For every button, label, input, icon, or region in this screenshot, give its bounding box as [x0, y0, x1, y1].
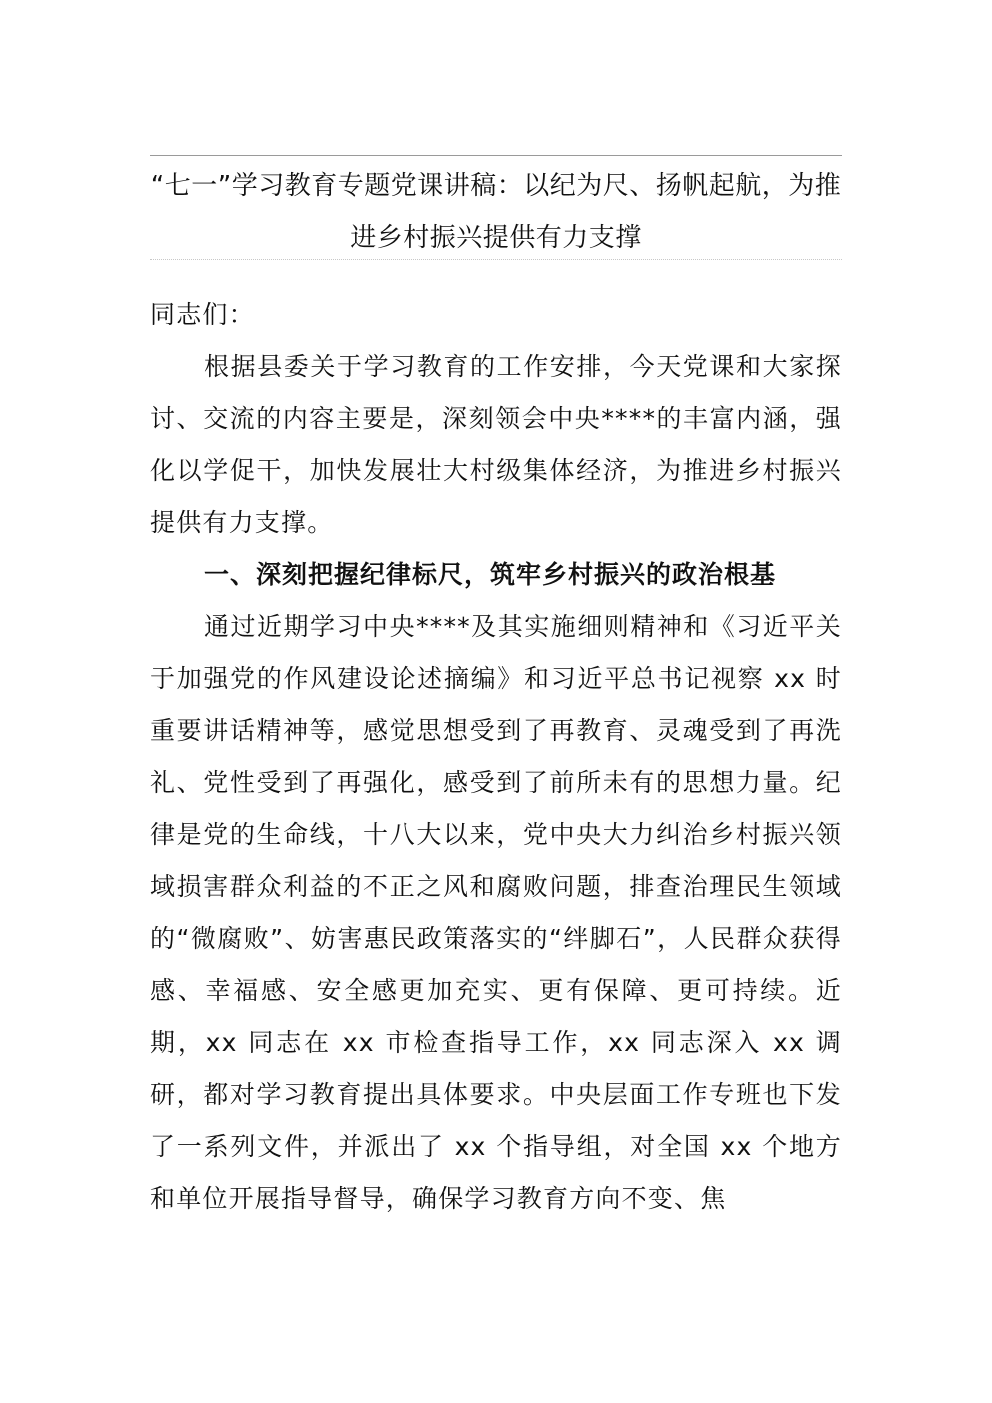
title-bottom-rule: [150, 259, 842, 260]
intro-paragraph: 根据县委关于学习教育的工作安排，今天党课和大家探讨、交流的内容主要是，深刻领会中央****的丰富内涵，强化以学促干，加快发展壮大村级集体经济，为推进乡村振兴提供有力支撑。: [150, 352, 842, 537]
document-title: “七一”学习教育专题党课讲稿：以纪为尺、扬帆起航，为推进乡村振兴提供有力支撑: [150, 171, 842, 253]
section-1-paragraph: 通过近期学习中央****及其实施细则精神和《习近平关于加强党的作风建设论述摘编》和习近平总书记视察 xx 时重要讲话精神等，感觉思想受到了再教育、灵魂受到了再洗礼、党性受到了再强化，感受到了前所未有的思想力量。纪律是党的生命线，十八大以来，党中央大力纠治乡村振兴领域损害群众利益的不正之风和腐败问题，排查治理民生领域的“微腐败”、妨害惠民政策落实的“绊脚石”，人民群众获得感、幸福感、安全感更加充实、更有保障、更可持续。近期，xx 同志在 xx 市检查指导工作，xx 同志深入 xx 调研，都对学习教育提出具体要求。中央层面工作专班也下发了一系列文件，并派出了 xx 个指导组，对全国 xx 个地方和单位开展指导督导，确保学习教育方向不变、焦: [150, 612, 842, 1213]
salutation: 同志们：: [150, 300, 255, 329]
section-heading-1: 一、深刻把握纪律标尺，筑牢乡村振兴的政治根基: [204, 560, 777, 589]
title-top-rule: [150, 155, 842, 156]
